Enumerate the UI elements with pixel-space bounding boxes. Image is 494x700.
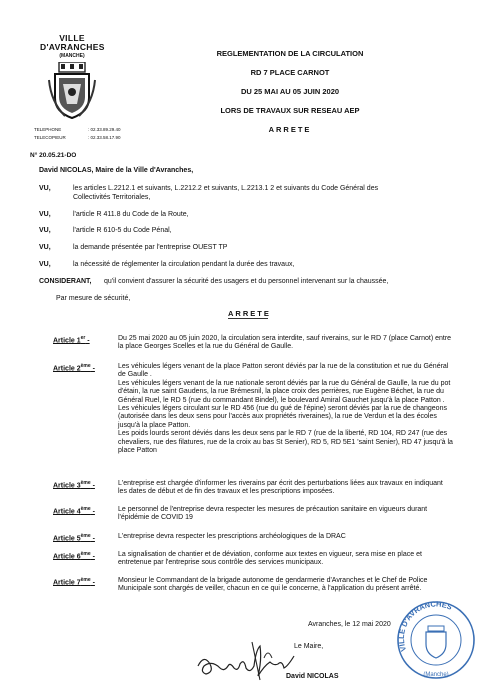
- article-7-label: Article 7ème -: [53, 577, 95, 587]
- svg-text:VILLE D'AVRANCHES: VILLE D'AVRANCHES: [396, 599, 454, 653]
- vu-label-4: VU,: [39, 244, 51, 251]
- vu-text-1a: les articles L.2212.1 et suivants, L.2212.2 et suivants, L.2213.1 2 et suivants du Code Général des: [73, 185, 379, 192]
- contact-info: [34, 126, 121, 142]
- article-2-text: Les véhicules légers venant de la place Patton seront déviés par la rue de la constitution et rue du Général de Gaulle . Les véhicules légers venant de la rue nationale seront déviés par la rue du Général de Gaulle, la rue du pot d'étain, la rue saint Gaudens, la rue Brémesnil, la place croix des perrières, rue Eugène Béchet, la rue du Général Ruel, le RD 5 (rue du commandant Bindel), le boulevard Amiral Gauchet jusqu'à la place Patton . Les véhicules légers circulant sur le RD 456 (rue du gué de l'épine) seront déviés par la rue de changeons (autorisée dans les deux sens pour l'accès aux propriétés riveraines), la rue de Verdun et la des écoles jusqu'à la place Patton. Les poids lourds seront déviés dans les deux sens par le RD 7 (rue de la liberté, RD 104, RD 247 (rue des chevaliers, rue des filatures, rue de la croix au bas St Senier), RD 5, RD 5E1 'saint Senier), RD 47 jusqu'à la place Patton: [118, 363, 453, 455]
- document-title: [190, 44, 390, 139]
- city-name: [40, 34, 104, 61]
- article-5-text: L'entreprise devra respecter les prescriptions archéologiques de la DRAC: [118, 533, 346, 540]
- article-3-label: Article 3ème -: [53, 480, 95, 490]
- vu-label-3: VU,: [39, 227, 51, 234]
- article-6-label: Article 6ème -: [53, 551, 95, 561]
- department: (MANCHE): [59, 53, 85, 59]
- vu-text-5: la nécessité de réglementer la circulation pendant la durée des travaux,: [73, 261, 295, 268]
- vu-text-3: l'article R 610-5 du Code Pénal,: [73, 227, 172, 234]
- title-arrete: ARRETE: [268, 125, 312, 134]
- vu-text-1b: Collectivités Territoriales,: [73, 194, 151, 201]
- article-7-text: Monsieur le Commandant de la brigade autonome de gendarmerie d'Avranches et le Chef de Police Municipale sont chargés de veiller, chacun en ce qui le concerne, à l'application du présent arrêté.: [118, 577, 428, 593]
- article-4-text: Le personnel de l'entreprise devra respecter les mesures de précaution sanitaire en vigueurs durant l'épidémie de COVID 19: [118, 506, 428, 522]
- article-4-label: Article 4ème -: [53, 506, 95, 516]
- city-line-2: D'AVRANCHES: [40, 42, 105, 52]
- city-crest-icon: [47, 62, 97, 120]
- article-5-label: Article 5ème -: [53, 533, 95, 543]
- vu-text-4: la demande présentée par l'entreprise OUEST TP: [73, 244, 228, 251]
- arrete-heading: ARRETE: [228, 309, 271, 318]
- article-1-text: Du 25 mai 2020 au 05 juin 2020, la circulation sera interdite, sauf riverains, sur le RD 7 (place Carnot) entre la place Georges Scelles et la rue du Général de Gaulle.: [118, 335, 452, 351]
- official-stamp: [394, 598, 478, 682]
- vu-text-2: l'article R 411.8 du Code de la Route,: [73, 211, 189, 218]
- title-line-2: RD 7 PLACE CARNOT: [250, 68, 330, 77]
- place-date: Avranches, le 12 mai 2020: [308, 621, 391, 628]
- handwritten-signature: [194, 636, 302, 686]
- article-2-label: Article 2ème -: [53, 363, 95, 373]
- mayor-text: David NICOLAS, Maire de la Ville d'Avranches,: [39, 167, 194, 174]
- title-line-4: LORS DE TRAVAUX SUR RESEAU AEP: [220, 106, 360, 115]
- city-line-1: VILLE: [59, 33, 85, 43]
- article-6-text: La signalisation de chantier et de déviation, conforme aux textes en vigueur, sera mise en place et entretenue par l'entreprise sous contrôle des services municipaux.: [118, 551, 422, 567]
- reference-number: N° 20.05.21-DO: [30, 152, 77, 159]
- title-line-3: DU 25 MAI AU 05 JUIN 2020: [240, 87, 340, 96]
- considerant-text: qu'il convient d'assurer la sécurité des usagers et du personnel intervenant sur la chaussée,: [104, 278, 389, 285]
- mayor-line: [39, 166, 193, 175]
- vu-label-1: VU,: [39, 185, 51, 192]
- article-1-label: Article 1er -: [53, 335, 90, 345]
- phone-label: TELEPHONE: [34, 127, 62, 132]
- title-line-1: REGLEMENTATION DE LA CIRCULATION: [216, 49, 364, 58]
- fax-label: TELECOPIEUR: [34, 135, 66, 140]
- securite-line: Par mesure de sécurité,: [56, 295, 131, 302]
- article-3-text: L'entreprise est chargée d'informer les riverains par écrit des perturbations liées aux travaux en indiquant les dates de début et de fin des travaux et les prescriptions imposées.: [118, 480, 443, 496]
- vu-label-5: VU,: [39, 261, 51, 268]
- signatory-role: Le Maire,: [294, 643, 324, 650]
- considerant-label: CONSIDERANT,: [39, 278, 92, 285]
- signatory-name: David NICOLAS: [286, 673, 339, 680]
- heading-rule: [228, 318, 268, 319]
- phone-value: : 02.33.89.29.40: [88, 127, 121, 132]
- svg-text:(Manche): (Manche): [423, 672, 449, 678]
- vu-label-2: VU,: [39, 211, 51, 218]
- fax-value: : 02.33.58.17.90: [88, 135, 121, 140]
